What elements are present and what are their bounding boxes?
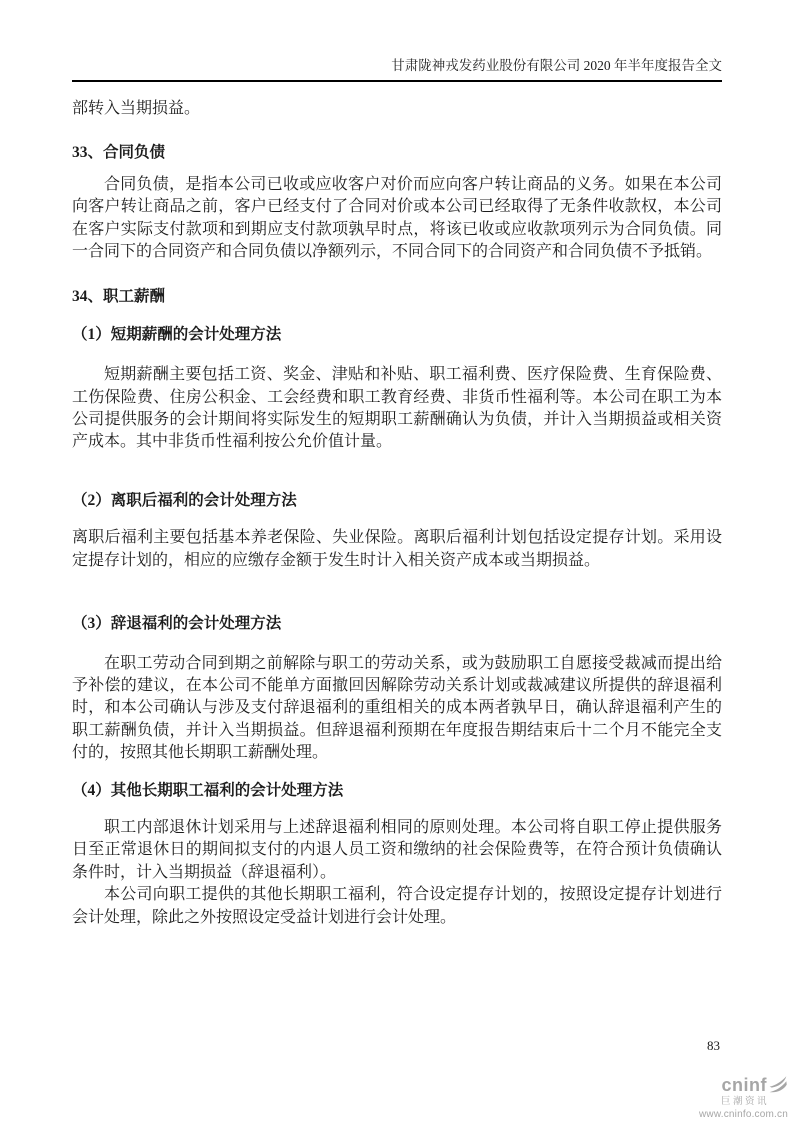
section-33-paragraph: 合同负债，是指本公司已收或应收客户对价而应向客户转让商品的义务。如果在本公司向客户转让商品之前，客户已经支付了合同对价或本公司已经取得了无条件收款权，本公司在客户实际支付款项和到期应支付款项孰早时点，将该已收或应收款项列示为合同负债。同一合同下的合同资产和合同负债以净额列示，不同合同下的合同资产和合同负债不予抵销。 [72, 175, 722, 261]
subsection-4-heading: （4）其他长期职工福利的会计处理方法 [72, 781, 344, 799]
subsection-3-paragraph: 在职工劳动合同到期之前解除与职工的劳动关系，或为鼓励职工自愿接受裁减而提出给予补偿的建议，在本公司不能单方面撤回因解除劳动关系计划或裁减建议所提供的辞退福利时，和本公司确认与涉及支付辞退福利的重组相关的成本两者孰早日，确认辞退福利产生的职工薪酬负债，并计入当期损益。但辞退福利预期在年度报告期结束后十二个月不能完全支付的，按照其他长期职工薪酬处理。 [72, 654, 722, 762]
cninfo-logo-row [684, 1075, 788, 1095]
section-34-heading: 34、职工薪酬 [72, 288, 166, 306]
page-header [72, 0, 722, 82]
subsection-1-paragraph: 短期薪酬主要包括工资、奖金、津贴和补贴、职工福利费、医疗保险费、生育保险费、工伤保险费、住房公积金、工会经费和职工教育经费、非货币性福利等。本公司在职工为本公司提供服务的会计期间将实际发生的短期职工薪酬确认为负债，并计入当期损益或相关资产成本。其中非货币性福利按公允价值计量。 [72, 366, 722, 451]
subsection-3-heading: （3）辞退福利的会计处理方法 [72, 615, 282, 633]
cninfo-logo [684, 1075, 788, 1120]
cninfo-logo-brand: cninf [721, 1075, 767, 1095]
cninfo-logo-caption: 巨潮资讯 [720, 1096, 769, 1107]
continuation-paragraph: 部转入当期损益。 [72, 100, 201, 117]
subsection-2-heading: （2）离职后福利的会计处理方法 [72, 491, 297, 509]
subsection-4-paragraph-2: 本公司向职工提供的其他长期职工福利，符合设定提存计划的，按照设定提存计划进行会计处理，除此之外按照设定受益计划进行会计处理。 [72, 886, 722, 926]
subsection-1-heading: （1）短期薪酬的会计处理方法 [72, 325, 282, 343]
cninfo-swirl-icon [768, 1075, 788, 1095]
subsection-4-paragraph-1: 职工内部退休计划采用与上述辞退福利相同的原则处理。本公司将自职工停止提供服务日至正常退休日的期间拟支付的内退人员工资和缴纳的社会保险费等，在符合预计负债确认条件时，计入当期损益（辞退福利）。 [72, 818, 722, 881]
cninfo-logo-url: www.cninfo.com.cn [699, 1108, 788, 1120]
page-content [72, 82, 722, 929]
section-33-heading: 33、合同负债 [72, 144, 166, 162]
page-number: 83 [707, 1038, 720, 1053]
subsection-2-paragraph: 离职后福利主要包括基本养老保险、失业保险。离职后福利计划包括设定提存计划。采用设定提存计划的，相应的应缴存金额于发生时计入相关资产成本或当期损益。 [72, 529, 722, 569]
page-header-title: 甘肃陇神戎发药业股份有限公司 2020 年半年度报告全文 [391, 58, 722, 73]
